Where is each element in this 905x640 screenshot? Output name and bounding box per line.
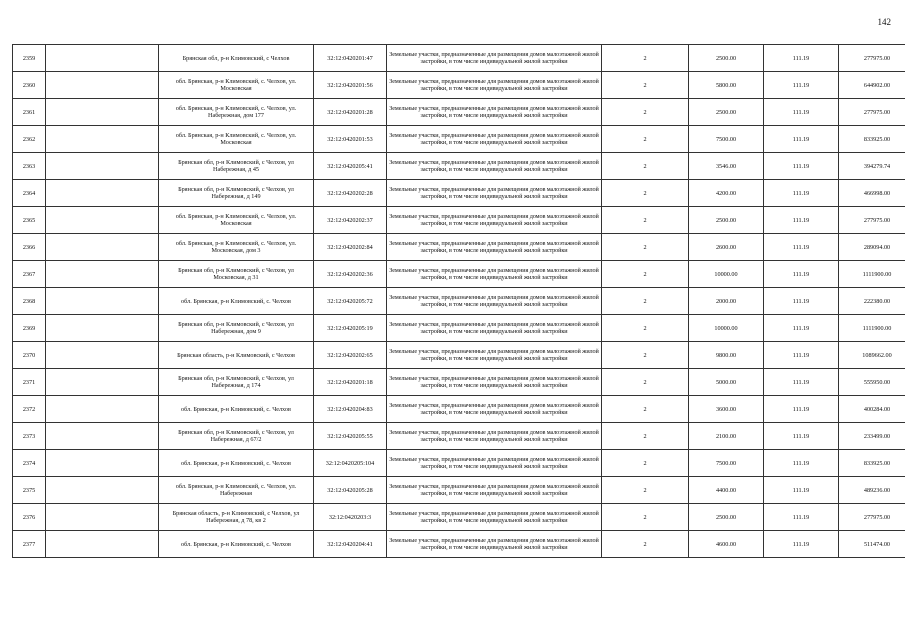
area-cell: 9800.00 (689, 342, 764, 369)
permitted-use-cell: Земельные участки, предназначенные для размещения домов малоэтажной жилой застройки, в том числе индивидуальной жилой застройки (387, 45, 602, 72)
land-registry-table (12, 44, 905, 558)
empty-cell (46, 504, 159, 531)
permitted-use-cell: Земельные участки, предназначенные для размещения домов малоэтажной жилой застройки, в том числе индивидуальной жилой застройки (387, 423, 602, 450)
area-cell: 5000.00 (689, 369, 764, 396)
table-row (13, 315, 905, 342)
table-row (13, 450, 905, 477)
address-cell: обл. Брянская, р-н Климовский, с. Челхов, ул. Московская (159, 72, 314, 99)
area-cell: 4600.00 (689, 531, 764, 558)
table-row (13, 369, 905, 396)
area-cell: 2500.00 (689, 45, 764, 72)
area-cell: 2500.00 (689, 207, 764, 234)
cadastral-number-cell: 32:12:0420205:104 (314, 450, 387, 477)
category-cell: 2 (602, 315, 689, 342)
area-cell: 10000.00 (689, 261, 764, 288)
cadastral-value-cell: 277975.00 (839, 504, 905, 531)
cadastral-number-cell: 32:12:0420202:37 (314, 207, 387, 234)
specific-value-cell: 111.19 (764, 423, 839, 450)
permitted-use-cell: Земельные участки, предназначенные для размещения домов малоэтажной жилой застройки, в том числе индивидуальной жилой застройки (387, 315, 602, 342)
empty-cell (46, 45, 159, 72)
permitted-use-cell: Земельные участки, предназначенные для размещения домов малоэтажной жилой застройки, в том числе индивидуальной жилой застройки (387, 396, 602, 423)
specific-value-cell: 111.19 (764, 261, 839, 288)
cadastral-number-cell: 32:12:0420205:19 (314, 315, 387, 342)
area-cell: 4400.00 (689, 477, 764, 504)
address-cell: обл. Брянская, р-н Климовский, с. Челхов, ул. Московская, дом 3 (159, 234, 314, 261)
address-cell: Брянская обл, р-н Климовский, с Челхов, ул Набережная, д 45 (159, 153, 314, 180)
address-cell: обл. Брянская, р-н Климовский, с. Челхов, ул. Набережная, дом 177 (159, 99, 314, 126)
row-number-cell: 2367 (13, 261, 46, 288)
empty-cell (46, 450, 159, 477)
table-row (13, 45, 905, 72)
permitted-use-cell: Земельные участки, предназначенные для размещения домов малоэтажной жилой застройки, в том числе индивидуальной жилой застройки (387, 261, 602, 288)
cadastral-number-cell: 32:12:0420204:83 (314, 396, 387, 423)
row-number-cell: 2372 (13, 396, 46, 423)
row-number-cell: 2369 (13, 315, 46, 342)
cadastral-value-cell: 1111900.00 (839, 261, 905, 288)
specific-value-cell: 111.19 (764, 450, 839, 477)
address-cell: Брянская обл, р-н Климовский, с Челхов, ул Набережная, д 149 (159, 180, 314, 207)
row-number-cell: 2370 (13, 342, 46, 369)
table-row (13, 234, 905, 261)
area-cell: 2500.00 (689, 504, 764, 531)
permitted-use-cell: Земельные участки, предназначенные для размещения домов малоэтажной жилой застройки, в том числе индивидуальной жилой застройки (387, 342, 602, 369)
specific-value-cell: 111.19 (764, 72, 839, 99)
empty-cell (46, 342, 159, 369)
row-number-cell: 2377 (13, 531, 46, 558)
area-cell: 3600.00 (689, 396, 764, 423)
permitted-use-cell: Земельные участки, предназначенные для размещения домов малоэтажной жилой застройки, в том числе индивидуальной жилой застройки (387, 288, 602, 315)
table-row (13, 288, 905, 315)
area-cell: 5800.00 (689, 72, 764, 99)
permitted-use-cell: Земельные участки, предназначенные для размещения домов малоэтажной жилой застройки, в том числе индивидуальной жилой застройки (387, 234, 602, 261)
area-cell: 3546.00 (689, 153, 764, 180)
area-cell: 7500.00 (689, 450, 764, 477)
table-row (13, 423, 905, 450)
cadastral-number-cell: 32:12:0420202:65 (314, 342, 387, 369)
empty-cell (46, 531, 159, 558)
permitted-use-cell: Земельные участки, предназначенные для размещения домов малоэтажной жилой застройки, в том числе индивидуальной жилой застройки (387, 126, 602, 153)
address-cell: Брянская обл, р-н Климовский, с Челхов, ул Набережная, дом 9 (159, 315, 314, 342)
cadastral-value-cell: 1111900.00 (839, 315, 905, 342)
empty-cell (46, 315, 159, 342)
address-cell: обл. Брянская, р-н Климовский, с. Челхов, ул. Московская (159, 126, 314, 153)
cadastral-value-cell: 222380.00 (839, 288, 905, 315)
cadastral-value-cell: 277975.00 (839, 45, 905, 72)
cadastral-value-cell: 511474.00 (839, 531, 905, 558)
table-body (13, 45, 905, 558)
category-cell: 2 (602, 477, 689, 504)
permitted-use-cell: Земельные участки, предназначенные для размещения домов малоэтажной жилой застройки, в том числе индивидуальной жилой застройки (387, 477, 602, 504)
table-row (13, 126, 905, 153)
cadastral-value-cell: 1089662.00 (839, 342, 905, 369)
category-cell: 2 (602, 72, 689, 99)
specific-value-cell: 111.19 (764, 180, 839, 207)
cadastral-value-cell: 833925.00 (839, 450, 905, 477)
empty-cell (46, 153, 159, 180)
category-cell: 2 (602, 396, 689, 423)
cadastral-value-cell: 555950.00 (839, 369, 905, 396)
specific-value-cell: 111.19 (764, 126, 839, 153)
table-row (13, 99, 905, 126)
area-cell: 2100.00 (689, 423, 764, 450)
category-cell: 2 (602, 99, 689, 126)
specific-value-cell: 111.19 (764, 477, 839, 504)
cadastral-value-cell: 233499.00 (839, 423, 905, 450)
category-cell: 2 (602, 126, 689, 153)
address-cell: Брянская обл, р-н Климовский, с Челхов, ул Набережная, д 174 (159, 369, 314, 396)
empty-cell (46, 369, 159, 396)
cadastral-value-cell: 644902.00 (839, 72, 905, 99)
cadastral-number-cell: 32:12:0420201:18 (314, 369, 387, 396)
cadastral-value-cell: 289094.00 (839, 234, 905, 261)
table-row (13, 207, 905, 234)
address-cell: Брянская обл, р-н Климовский, с Челхов, ул Набережная, д 67/2 (159, 423, 314, 450)
address-cell: Брянская область, р-н Климовский, с Челхов, ул Набережная, д 78, кв 2 (159, 504, 314, 531)
category-cell: 2 (602, 450, 689, 477)
row-number-cell: 2363 (13, 153, 46, 180)
empty-cell (46, 234, 159, 261)
empty-cell (46, 99, 159, 126)
category-cell: 2 (602, 504, 689, 531)
category-cell: 2 (602, 207, 689, 234)
table-row (13, 504, 905, 531)
table-row (13, 342, 905, 369)
address-cell: Брянская обл, р-н Климовский, с Челхов (159, 45, 314, 72)
specific-value-cell: 111.19 (764, 369, 839, 396)
permitted-use-cell: Земельные участки, предназначенные для размещения домов малоэтажной жилой застройки, в том числе индивидуальной жилой застройки (387, 531, 602, 558)
cadastral-value-cell: 833925.00 (839, 126, 905, 153)
page-number: 142 (877, 17, 891, 27)
empty-cell (46, 207, 159, 234)
specific-value-cell: 111.19 (764, 531, 839, 558)
specific-value-cell: 111.19 (764, 207, 839, 234)
table-row (13, 72, 905, 99)
empty-cell (46, 396, 159, 423)
cadastral-value-cell: 466998.00 (839, 180, 905, 207)
specific-value-cell: 111.19 (764, 396, 839, 423)
address-cell: Брянская обл, р-н Климовский, с Челхов, ул Московская, д 31 (159, 261, 314, 288)
empty-cell (46, 477, 159, 504)
cadastral-number-cell: 32:12:0420201:53 (314, 126, 387, 153)
category-cell: 2 (602, 369, 689, 396)
area-cell: 2000.00 (689, 288, 764, 315)
permitted-use-cell: Земельные участки, предназначенные для размещения домов малоэтажной жилой застройки, в том числе индивидуальной жилой застройки (387, 99, 602, 126)
table-row (13, 396, 905, 423)
row-number-cell: 2366 (13, 234, 46, 261)
cadastral-number-cell: 32:12:0420202:28 (314, 180, 387, 207)
cadastral-value-cell: 489236.00 (839, 477, 905, 504)
category-cell: 2 (602, 234, 689, 261)
specific-value-cell: 111.19 (764, 99, 839, 126)
row-number-cell: 2359 (13, 45, 46, 72)
row-number-cell: 2374 (13, 450, 46, 477)
cadastral-number-cell: 32:12:0420202:84 (314, 234, 387, 261)
area-cell: 10000.00 (689, 315, 764, 342)
cadastral-number-cell: 32:12:0420202:36 (314, 261, 387, 288)
empty-cell (46, 126, 159, 153)
category-cell: 2 (602, 180, 689, 207)
row-number-cell: 2373 (13, 423, 46, 450)
cadastral-value-cell: 277975.00 (839, 207, 905, 234)
permitted-use-cell: Земельные участки, предназначенные для размещения домов малоэтажной жилой застройки, в том числе индивидуальной жилой застройки (387, 153, 602, 180)
permitted-use-cell: Земельные участки, предназначенные для размещения домов малоэтажной жилой застройки, в том числе индивидуальной жилой застройки (387, 450, 602, 477)
row-number-cell: 2361 (13, 99, 46, 126)
cadastral-number-cell: 32:12:0420205:28 (314, 477, 387, 504)
cadastral-number-cell: 32:12:0420201:28 (314, 99, 387, 126)
row-number-cell: 2376 (13, 504, 46, 531)
cadastral-value-cell: 400284.00 (839, 396, 905, 423)
cadastral-value-cell: 394279.74 (839, 153, 905, 180)
area-cell: 2600.00 (689, 234, 764, 261)
row-number-cell: 2364 (13, 180, 46, 207)
table-row (13, 531, 905, 558)
specific-value-cell: 111.19 (764, 153, 839, 180)
category-cell: 2 (602, 531, 689, 558)
address-cell: обл. Брянская, р-н Климовский, с. Челхов (159, 396, 314, 423)
empty-cell (46, 423, 159, 450)
address-cell: Брянская область, р-н Климовский, с Челхов (159, 342, 314, 369)
row-number-cell: 2365 (13, 207, 46, 234)
table-row (13, 261, 905, 288)
table-row (13, 180, 905, 207)
cadastral-number-cell: 32:12:0420205:55 (314, 423, 387, 450)
specific-value-cell: 111.19 (764, 288, 839, 315)
category-cell: 2 (602, 153, 689, 180)
address-cell: обл. Брянская, р-н Климовский, с. Челхов, ул. Московская (159, 207, 314, 234)
permitted-use-cell: Земельные участки, предназначенные для размещения домов малоэтажной жилой застройки, в том числе индивидуальной жилой застройки (387, 369, 602, 396)
permitted-use-cell: Земельные участки, предназначенные для размещения домов малоэтажной жилой застройки, в том числе индивидуальной жилой застройки (387, 72, 602, 99)
row-number-cell: 2375 (13, 477, 46, 504)
row-number-cell: 2368 (13, 288, 46, 315)
table-row (13, 477, 905, 504)
row-number-cell: 2360 (13, 72, 46, 99)
category-cell: 2 (602, 288, 689, 315)
category-cell: 2 (602, 423, 689, 450)
specific-value-cell: 111.19 (764, 45, 839, 72)
row-number-cell: 2371 (13, 369, 46, 396)
category-cell: 2 (602, 342, 689, 369)
permitted-use-cell: Земельные участки, предназначенные для размещения домов малоэтажной жилой застройки, в том числе индивидуальной жилой застройки (387, 207, 602, 234)
category-cell: 2 (602, 261, 689, 288)
cadastral-number-cell: 32:12:0420205:41 (314, 153, 387, 180)
address-cell: обл. Брянская, р-н Климовский, с. Челхов (159, 450, 314, 477)
address-cell: обл. Брянская, р-н Климовский, с. Челхов (159, 288, 314, 315)
empty-cell (46, 288, 159, 315)
address-cell: обл. Брянская, р-н Климовский, с. Челхов (159, 531, 314, 558)
permitted-use-cell: Земельные участки, предназначенные для размещения домов малоэтажной жилой застройки, в том числе индивидуальной жилой застройки (387, 504, 602, 531)
cadastral-number-cell: 32:12:0420201:47 (314, 45, 387, 72)
specific-value-cell: 111.19 (764, 234, 839, 261)
area-cell: 7500.00 (689, 126, 764, 153)
empty-cell (46, 180, 159, 207)
cadastral-number-cell: 32:12:0420203:3 (314, 504, 387, 531)
cadastral-number-cell: 32:12:0420205:72 (314, 288, 387, 315)
address-cell: обл. Брянская, р-н Климовский, с. Челхов, ул. Набережная (159, 477, 314, 504)
specific-value-cell: 111.19 (764, 504, 839, 531)
row-number-cell: 2362 (13, 126, 46, 153)
cadastral-value-cell: 277975.00 (839, 99, 905, 126)
permitted-use-cell: Земельные участки, предназначенные для размещения домов малоэтажной жилой застройки, в том числе индивидуальной жилой застройки (387, 180, 602, 207)
cadastral-number-cell: 32:12:0420201:56 (314, 72, 387, 99)
area-cell: 4200.00 (689, 180, 764, 207)
specific-value-cell: 111.19 (764, 315, 839, 342)
empty-cell (46, 261, 159, 288)
category-cell: 2 (602, 45, 689, 72)
cadastral-number-cell: 32:12:0420204:41 (314, 531, 387, 558)
empty-cell (46, 72, 159, 99)
table-row (13, 153, 905, 180)
specific-value-cell: 111.19 (764, 342, 839, 369)
area-cell: 2500.00 (689, 99, 764, 126)
